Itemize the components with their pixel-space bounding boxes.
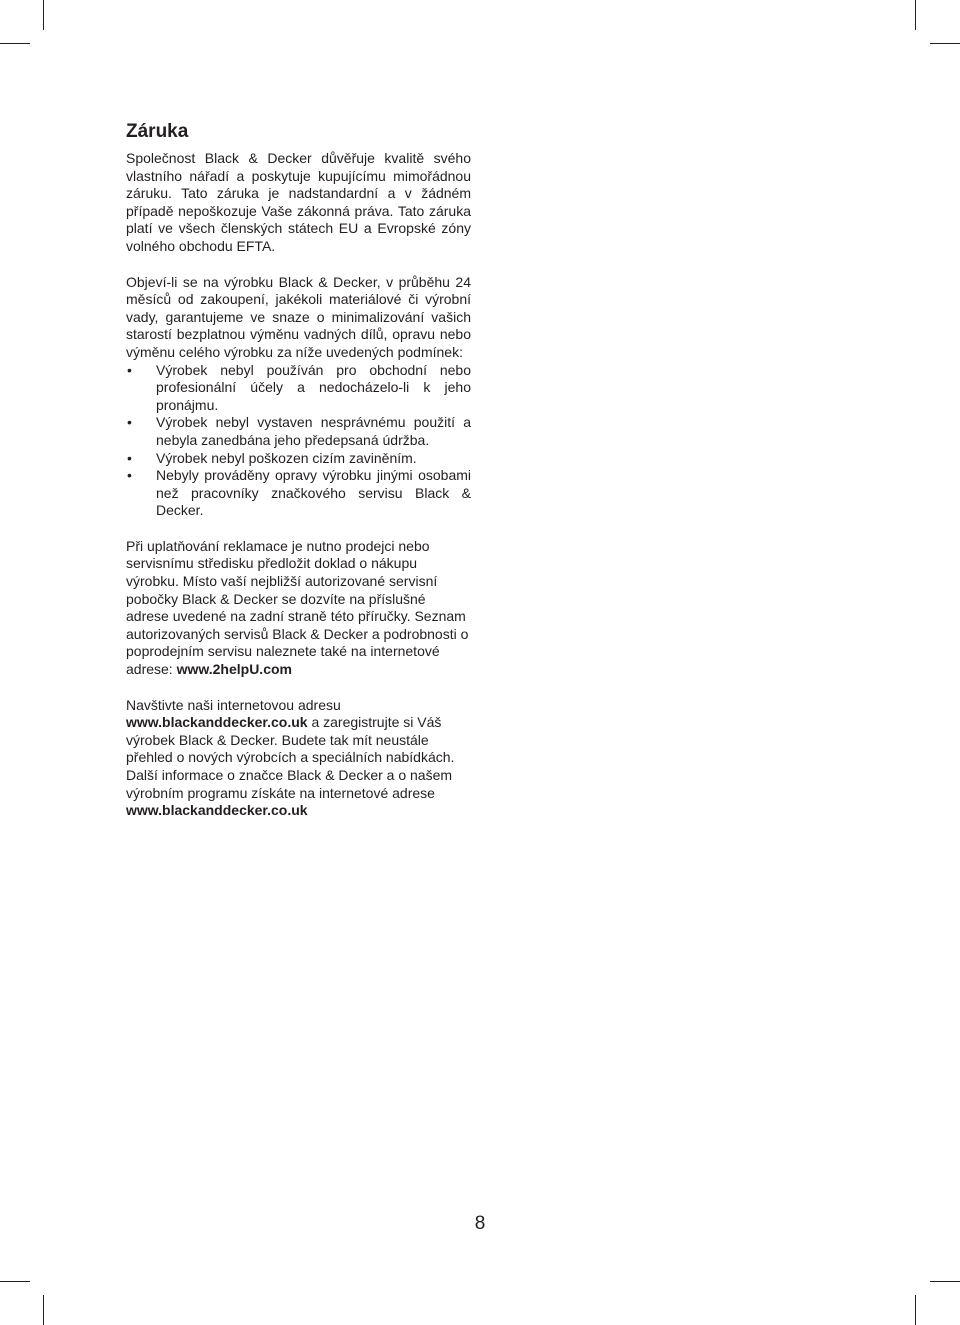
help-url-link[interactable]: www.2helpU.com	[176, 661, 292, 678]
page-number: 8	[474, 1213, 486, 1234]
crop-mark	[43, 0, 44, 30]
page-title: Záruka	[126, 121, 189, 142]
list-item: • Výrobek nebyl poškozen cizím zaviněním.	[127, 449, 417, 466]
crop-mark	[930, 43, 960, 44]
list-item: • Nebyly prováděny opravy výrobku jinými osobami než pracovníky značkového servisu Black & Decker.	[127, 467, 471, 519]
list-item: • Výrobek nebyl vystaven nesprávnému použití a nebyla zanedbána jeho předepsaná údržba.	[127, 414, 471, 448]
bullet-icon: •	[127, 414, 132, 431]
visit-paragraph: Navštivte naši internetovou adresu www.blackanddecker.co.uk a zaregistrujte si Váš výrobek Black & Decker. Budete tak mít neustále přehled o nových výrobcích a speciálních nabídkách. Další informace o značce Black & Decker a o našem výrobním programu získáte na internetové adrese www.blackanddecker.co.uk	[126, 696, 455, 819]
intro-paragraph: Společnost Black & Decker důvěřuje kvalitě svého vlastního nářadí a poskytuje kupujícímu mimořádnou záruku. Tato záruka je nadstandardní a v žádném případě nepoškozuje Vaše zákonná práva. Tato záruka platí ve všech členských státech EU a Evropské zóny volného obchodu EFTA.	[126, 150, 471, 254]
list-item: • Výrobek nebyl používán pro obchodní nebo profesionální účely a nedocházelo-li k jeho pronájmu.	[127, 361, 471, 413]
bullet-icon: •	[127, 467, 132, 484]
bullet-icon: •	[127, 361, 132, 378]
claims-paragraph: Při uplatňování reklamace je nutno prodejci nebo servisnímu středisku předložit doklad o nákupu výrobku. Místo vaší nejbližší autorizované servisní pobočky Black & Decker se dozvíte na příslušné adrese uvedené na zadní straně této příručky. Seznam autorizovaných servisů Black & Decker a podrobnosti o poprodejním servisu naleznete také na internetové adrese: www.2helpU.com	[126, 537, 469, 678]
final-website-url-link[interactable]: www.blackanddecker.co.uk	[126, 802, 308, 819]
defects-paragraph: Objeví-li se na výrobku Black & Decker, v průběhu 24 měsíců od zakoupení, jakékoli materiálové či výrobní vady, garantujeme ve snaze o minimalizování vašich starostí bezplatnou výměnu vadných dílů, opravu nebo výměnu celého výrobku za níže uvedených podmínek:	[126, 273, 471, 360]
warranty-section	[126, 120, 471, 820]
website-url-link[interactable]: www.blackanddecker.co.uk	[126, 714, 308, 731]
crop-mark	[915, 1295, 916, 1325]
crop-mark	[930, 1281, 960, 1282]
crop-mark	[0, 43, 30, 44]
conditions-list	[126, 362, 471, 520]
crop-mark	[0, 1281, 30, 1282]
bullet-icon: •	[127, 449, 132, 466]
crop-mark	[915, 0, 916, 30]
crop-mark	[43, 1295, 44, 1325]
